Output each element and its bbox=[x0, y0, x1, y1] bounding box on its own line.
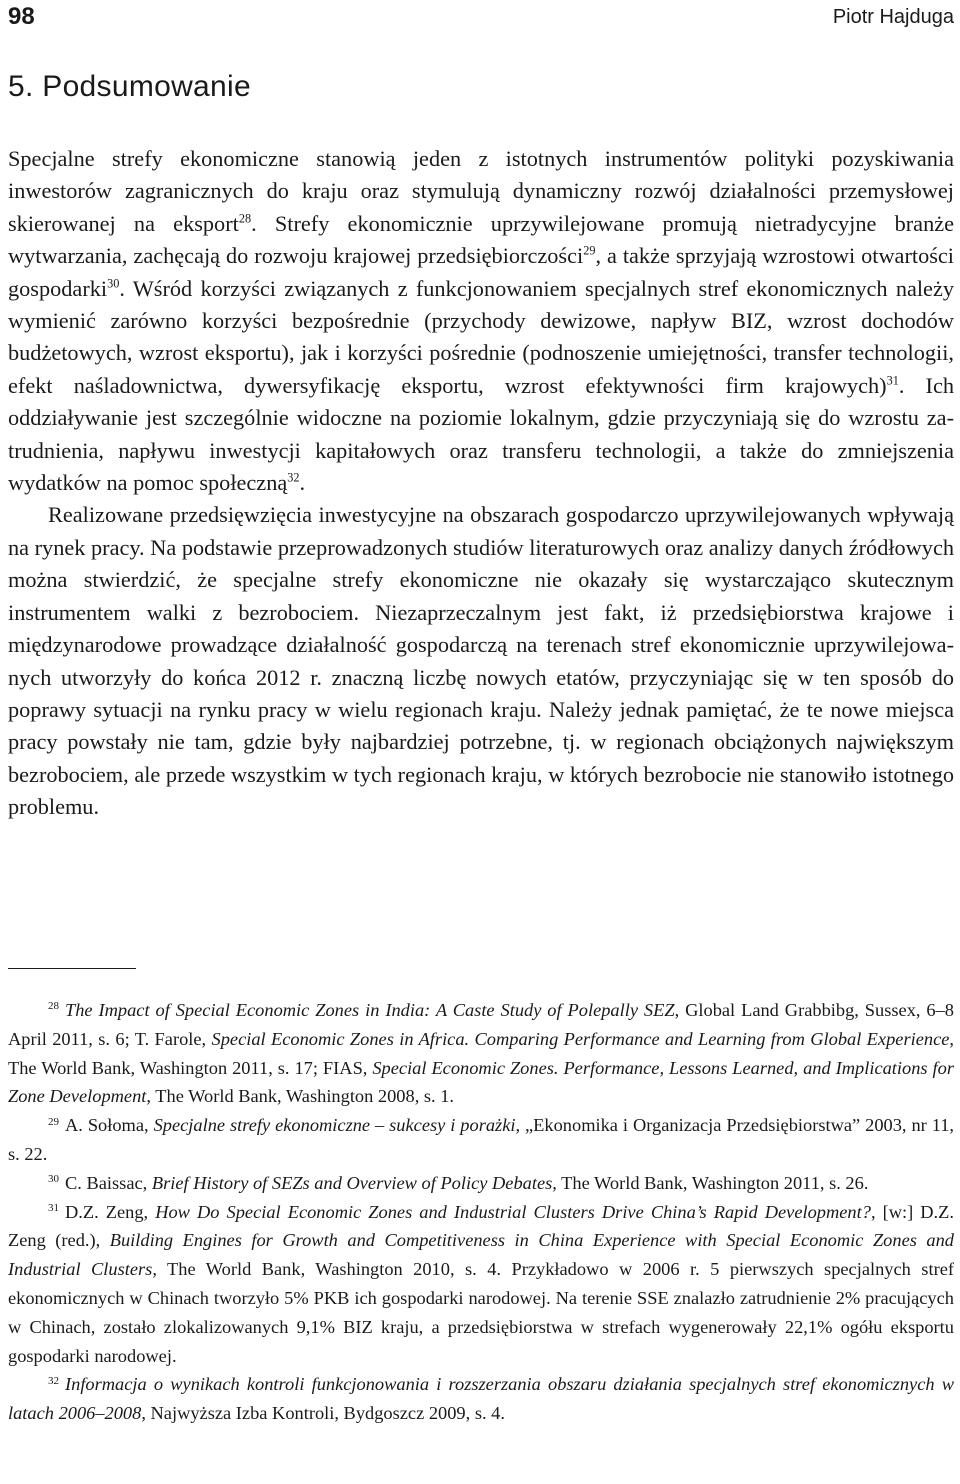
main-text bbox=[8, 143, 954, 824]
footnotes bbox=[8, 996, 954, 1428]
footnote-separator bbox=[8, 968, 136, 969]
page-number: 98 bbox=[8, 3, 35, 30]
footnote-ref-30[interactable]: 30 bbox=[107, 276, 120, 291]
paragraph-1: Specjalne strefy ekonomiczne stanowią jeden z istotnych instrumentów polityki pozyskiwania inwestorów zagranicznych do kraju oraz stymulują dynamiczny rozwój działalności przemysłowej skierowanej na eksport$^{28}$. Strefy ekonomicznie uprzywilejowane promują nietradycyjne branże wytwarzania, zachęcają do rozwoju krajowej przedsiębiorczości$^{29}$, a także sprzyjają wzrostowi otwartości gospodarki$^{30}$. Wśród korzyści związanych z funkcjonowaniem specjalnych stref ekonomicznych należy wymienić zarówno korzyści bezpośrednie (przychody dewizowe, napływ BIZ, wzrost dochodów budżetowych, wzrost eksportu), jak i korzyści pośrednie (podnoszenie umiejętności, transfer technologii, efekt naśladownictwa, dywersyfikację eksportu, wzrost efektywności firm krajowych)$^{31}$. Ich oddziaływanie jest szczególnie widoczne na poziomie lokalnym, gdzie przyczyniają się do wzrostu zatrudnienia, napływu inwestycji kapitałowych oraz transferu technologii, a także do zmniejszenia wydatków na pomoc społeczną$^{32}$. bbox=[8, 146, 955, 496]
footnote-ref-31[interactable]: 31 bbox=[886, 373, 899, 388]
footnote-32: 32 Informacja o wynikach kontroli funkcjonowania i rozszerzania obszaru działania specjalnych stref ekonomicznych w latach 2006–2008, Najwyższa Izba Kontroli, Bydgoszcz 2009, s. 4. bbox=[8, 1374, 954, 1424]
running-head-author: Piotr Hajduga bbox=[832, 6, 954, 28]
page-header bbox=[8, 0, 954, 40]
footnote-30: 30 C. Baissac, Brief History of SEZs and Overview of Policy Debates, The World Bank, Washington 2011, s. 26. bbox=[48, 1172, 869, 1193]
footnote-29: 29 A. Sołoma, Specjalne strefy ekonomiczne – sukcesy i porażki, „Ekonomika i Organizacja Przedsiębiorstwa” 2003, nr 11, s. 22. bbox=[8, 1115, 955, 1164]
footnote-ref-28[interactable]: 28 bbox=[238, 211, 252, 226]
section-title: 5. Podsumowanie bbox=[8, 70, 251, 103]
footnote-28: 28 The Impact of Special Economic Zones in India: A Caste Study of Polepally SEZ, Global Land Grabbibg, Sussex, 6–8 April 2011, s. 6; T. Farole, Special Economic Zones in Africa. Comparing Performance and Learning from Global Experience, The World Bank, Washington 2011, s. 17; FIAS, Special Economic Zones. Performance, Lessons Learned, and Implications for Zone Development, The World Bank, Washington 2008, s. 1. bbox=[8, 1000, 955, 1107]
paragraph-2: Realizowane przedsięwzięcia inwestycyjne na obszarach gospodarczo uprzywilejowanych wpływają na rynek pracy. Na podstawie przeprowadzonych studiów literaturowych oraz analizy danych źródłowych można stwierdzić, że specjalne strefy ekonomiczne nie okazały się wystarczająco skutecznym instrumentem walki z bezrobociem. Niezaprzeczalnym jest fakt, iż przedsiębiorstwa krajowe i międzynarodowe prowadzące działalność gospodarczą na terenach stref ekonomicznie uprzywilejowanych utworzyły do końca 2012 r. znaczną liczbę nowych etatów, przyczyniając się w ten sposób do poprawy sytuacji na rynku pracy w wielu regionach kraju. Należy jednak pamiętać, że te nowe miejsca pracy powstały nie tam, gdzie były najbardziej potrzebne, tj. w regionach obciążonych największym bezrobociem, ale przede wszystkim w tych regionach kraju, w których bezrobocie nie stanowiło istotnego problemu. bbox=[8, 502, 954, 820]
footnote-ref-32[interactable]: 32 bbox=[287, 470, 300, 485]
footnote-31: 31 D.Z. Zeng, How Do Special Economic Zones and Industrial Clusters Drive China’s Rapid Development?, [w:] D.Z. Zeng (red.), Building Engines for Growth and Competitiveness in China Experience with Special Economic Zones and Industrial Clusters, The World Bank, Washington 2010, s. 4. Przykładowo w 2006 r. 5 pierwszych specjalnych stref ekonomicznych w Chinach tworzyło 5% PKB ich gospodarki narodowej. Na terenie SSE znalazło zatrudnienie 2% pracujących w Chinach, zostało zlokalizowanych 9,1% BIZ kraju, a przedsiębiorstwa w strefach wygenerowały 22,1% ogółu eksportu gospodarki narodowej. bbox=[8, 1201, 954, 1366]
footnote-ref-29[interactable]: 29 bbox=[583, 243, 596, 258]
